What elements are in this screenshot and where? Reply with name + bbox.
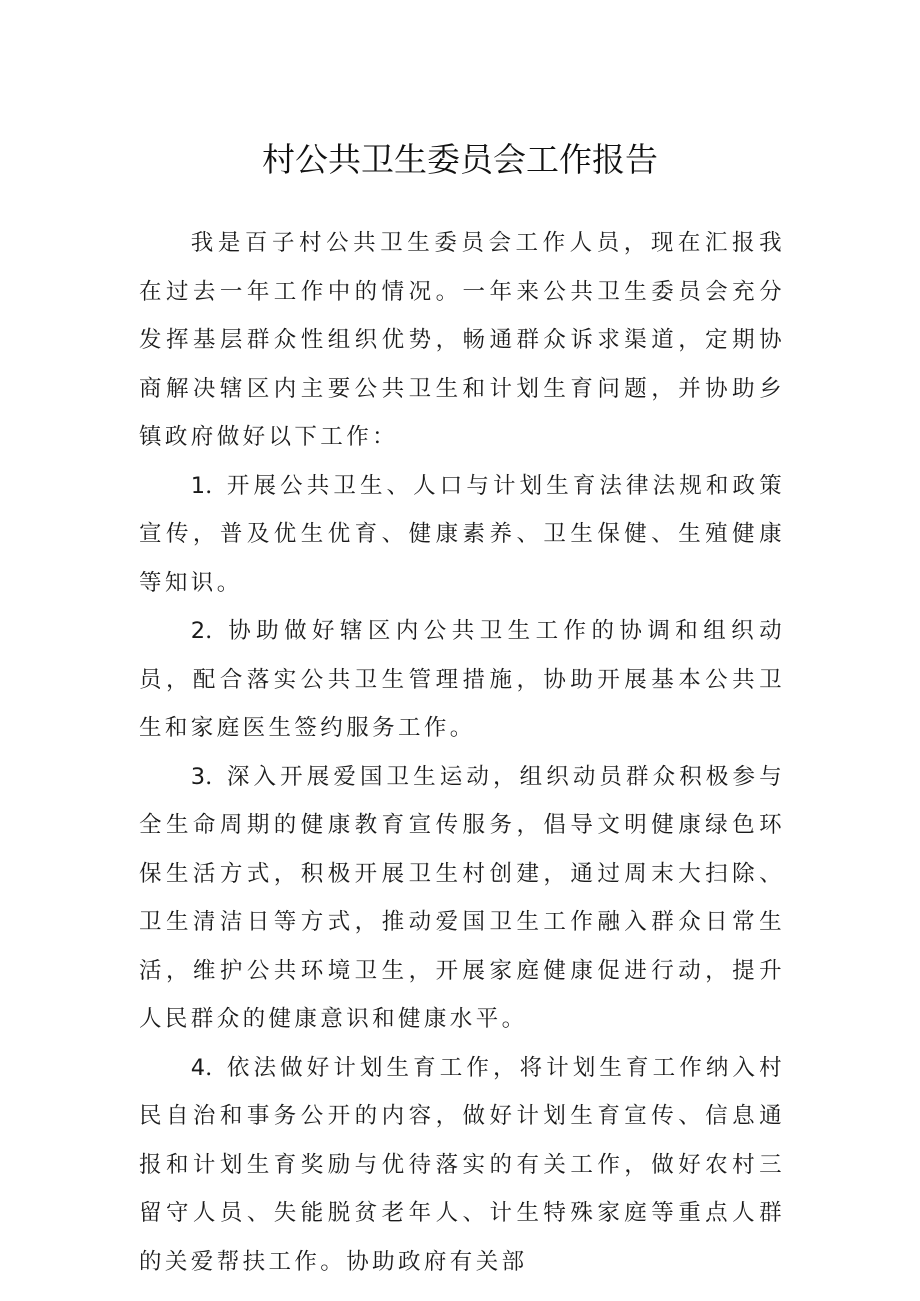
paragraph-text: . 深入开展爱国卫生运动，组织动员群众积极参与全生命周期的健康教育宣传服务，倡导文明健康绿色环保生活方式，积极开展卫生村创建，通过周末大扫除、卫生清洁日等方式，推动爱国卫生工作融入群众日常生活，维护公共环境卫生，开展家庭健康促进行动，提升人民群众的健康意识和健康水平。 [139, 763, 785, 1032]
item-number: 1 [190, 472, 206, 499]
document-body [139, 219, 785, 1286]
item-number: 4 [190, 1054, 206, 1081]
paragraph-text: . 协助做好辖区内公共卫生工作的协调和组织动员，配合落实公共卫生管理措施，协助开展基本公共卫生和家庭医生签约服务工作。 [139, 618, 785, 741]
paragraph-text: . 依法做好计划生育工作，将计划生育工作纳入村民自治和事务公开的内容，做好计划生育宣传、信息通报和计划生育奖励与优待落实的有关工作，做好农村三留守人员、失能脱贫老年人、计生特殊家庭等重点人群的关爱帮扶工作。协助政府有关部 [139, 1054, 785, 1275]
paragraph-item-3 [139, 753, 785, 1044]
paragraph-item-4 [139, 1044, 785, 1287]
paragraph-intro [139, 219, 785, 462]
item-number: 2 [190, 618, 206, 644]
paragraph-item-2 [139, 607, 785, 753]
paragraph-item-1 [139, 462, 785, 608]
paragraph-text: . 开展公共卫生、人口与计划生育法律法规和政策宣传，普及优生优育、健康素养、卫生保健、生殖健康等知识。 [139, 472, 785, 596]
paragraph-text: 我是百子村公共卫生委员会工作人员，现在汇报我在过去一年工作中的情况。一年来公共卫生委员会充分发挥基层群众性组织优势，畅通群众诉求渠道，定期协商解决辖区内主要公共卫生和计划生育问题，并协助乡镇政府做好以下工作： [139, 230, 785, 450]
document-title: 村公共卫生委员会工作报告 [262, 140, 658, 179]
item-number: 3 [190, 763, 206, 790]
